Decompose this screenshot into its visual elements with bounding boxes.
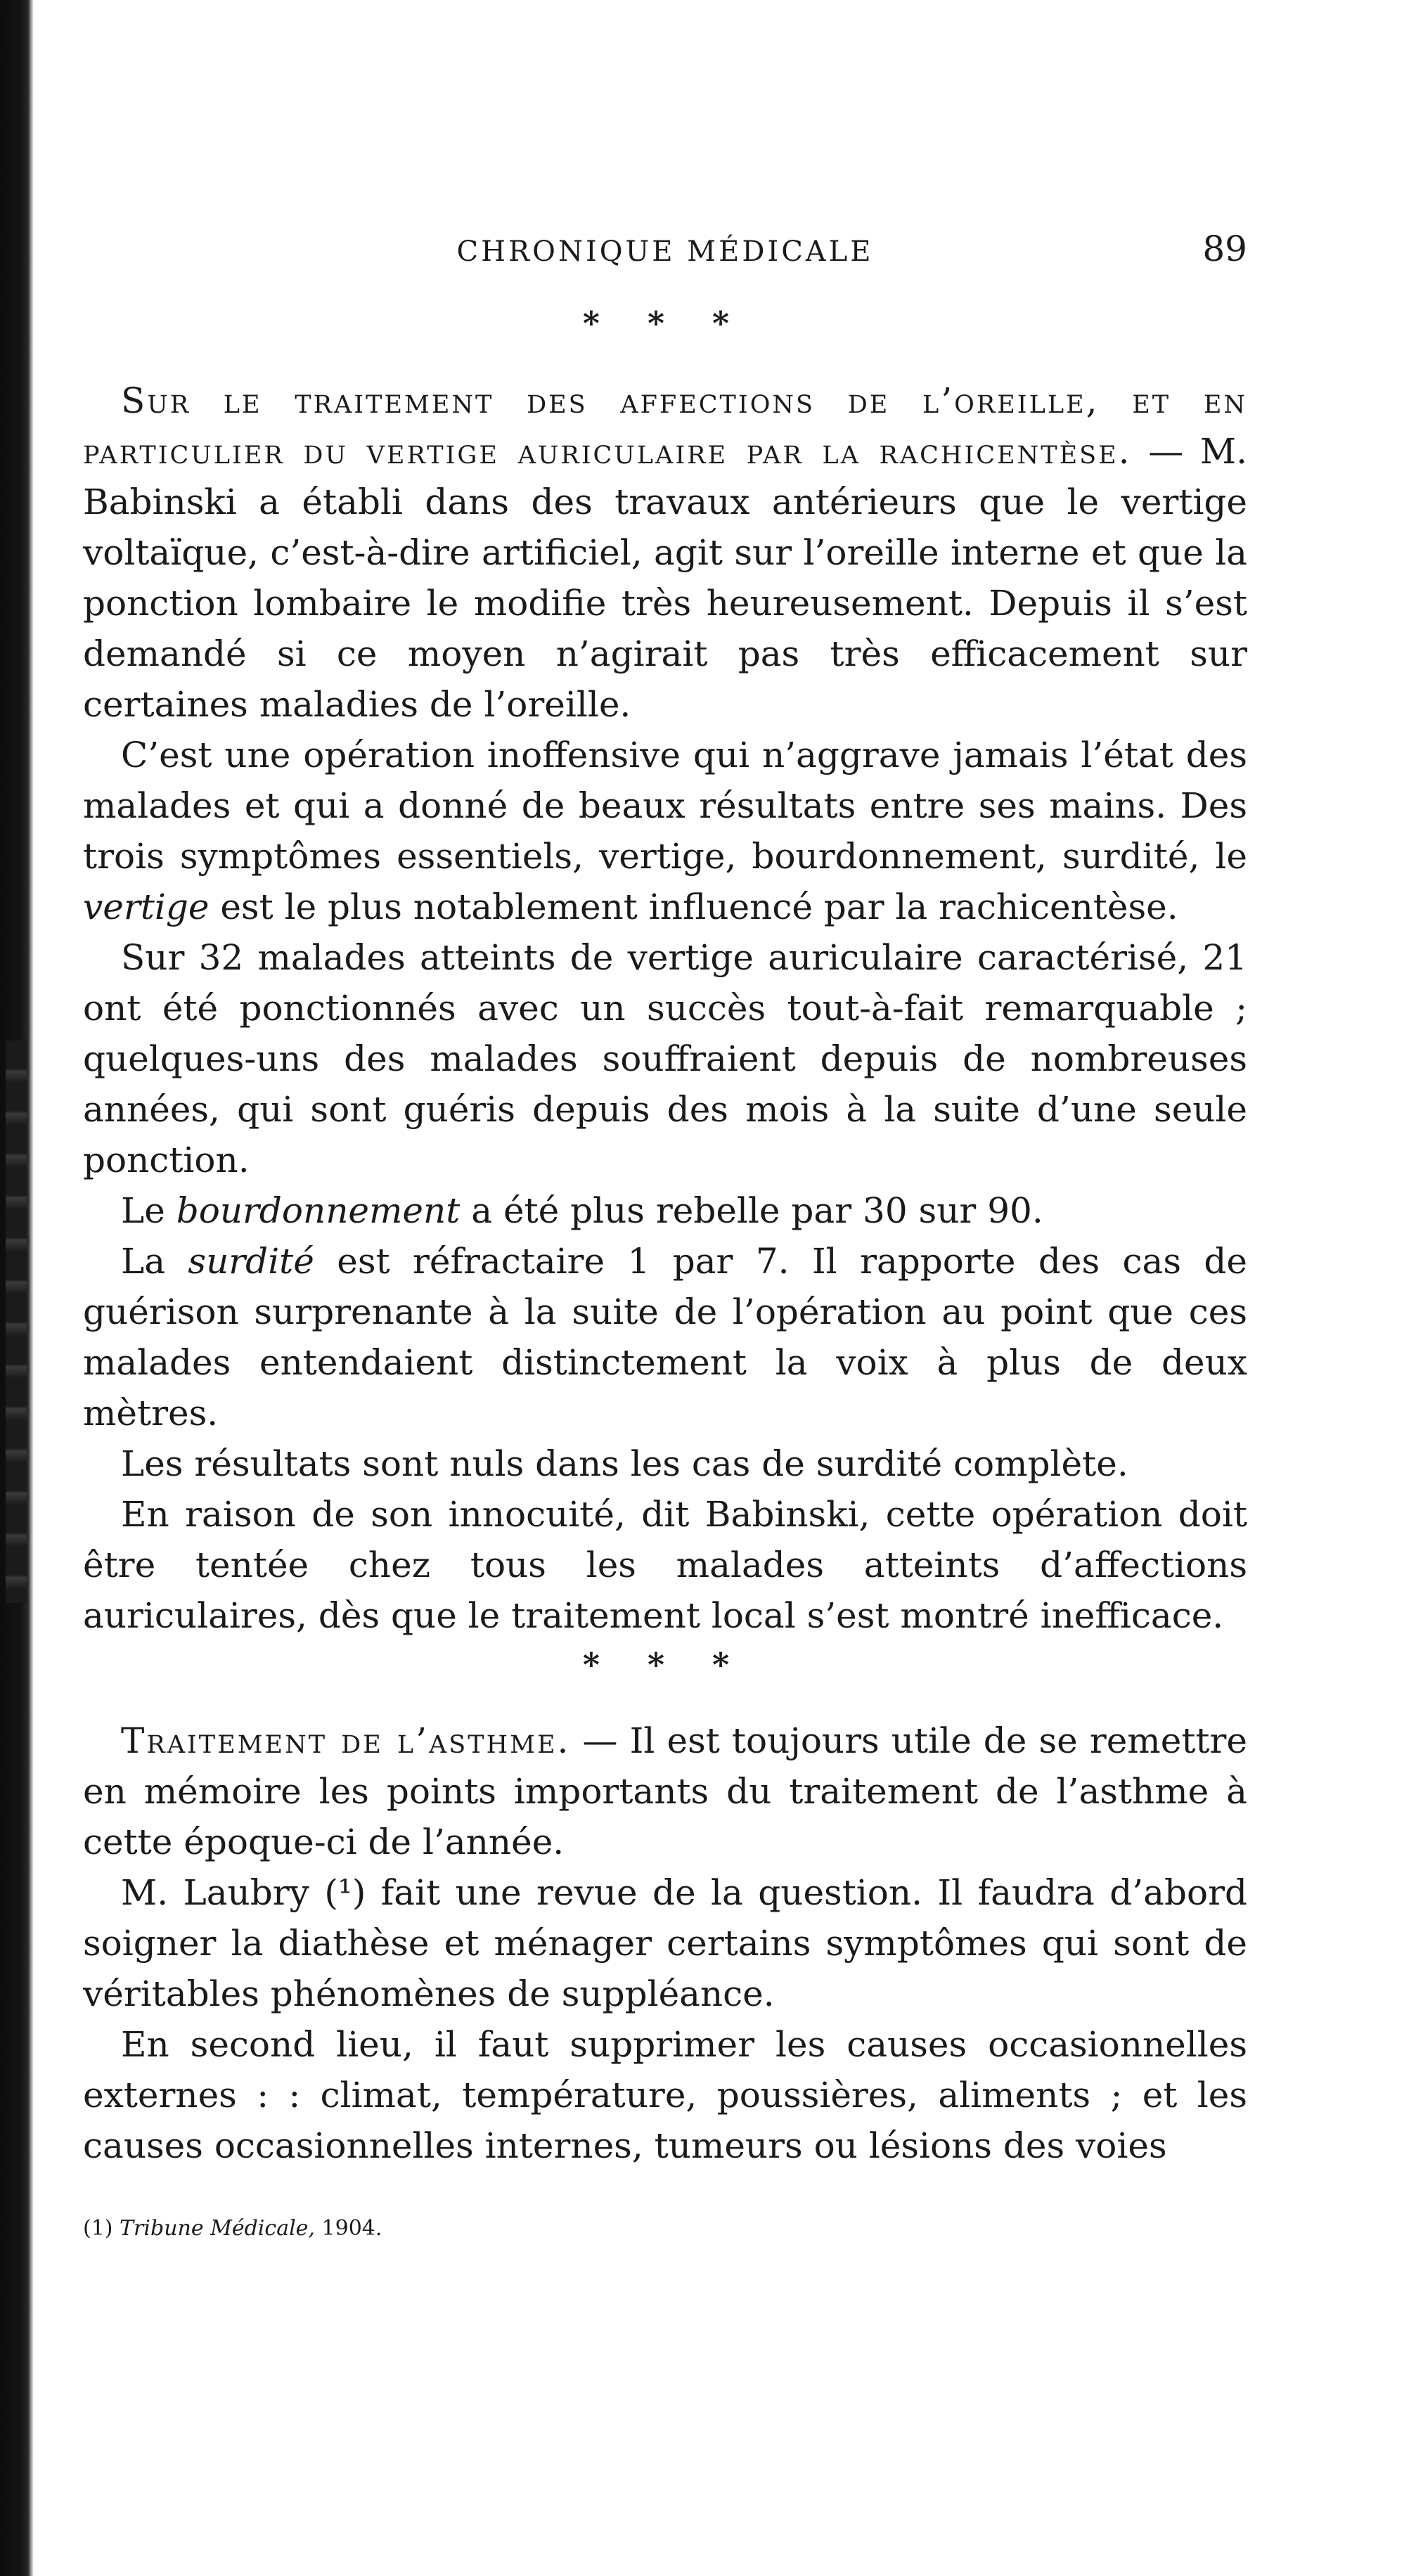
- article-asthme: [83, 1715, 1247, 2171]
- paragraph-text: est réfractaire 1 par 7. Il rapporte des cas de guérison surprenante à la suite de l’opération au point que ces malades entendaient distinctement la voix à plus de deux mètres.: [83, 1241, 1247, 1434]
- paragraph-text: C’est une opération inoffensive qui n’aggrave jamais l’état des malades et qui a donné de beaux résultats entre ses mains. Des trois symptômes essentiels, vertige, bourdonnement, surdité, le: [83, 735, 1247, 877]
- paragraph-text: La: [121, 1241, 166, 1282]
- emphasis: vertige: [83, 887, 210, 927]
- paragraph: En raison de son innocuité, dit Babinski, cette opération doit être tentée chez tous les malades atteints d’affections auriculaires, dès que le traitement local s’est montré inefficace.: [83, 1494, 1247, 1636]
- paragraph: [83, 730, 1247, 932]
- section-title: Sur le traitement des affections de l’oreille, et en particulier du vertige auriculaire par la rachicentèse.: [83, 380, 1247, 472]
- paragraph: Sur 32 malades atteints de vertige auriculaire caractérisé, 21 ont été ponctionnés avec un succès tout-à-fait remarquable ; quelques-uns des malades souffraient depuis de nombreuses années, qui sont guéris depuis des mois à la suite d’une seule ponction.: [83, 937, 1247, 1180]
- page-number: 89: [1202, 228, 1247, 269]
- paragraph-text: — Il est toujours utile de se remettre en mémoire les points importants du traitement de l’asthme à cette époque-ci de l’année.: [83, 1720, 1247, 1862]
- footnote-year: 1904.: [321, 2216, 382, 2241]
- footnote-marker: (1): [83, 2216, 113, 2241]
- paragraph-text: a été plus rebelle par 30 sur 90.: [471, 1190, 1043, 1231]
- running-head: [83, 228, 1247, 273]
- paragraph: Les résultats sont nuls dans les cas de surdité complète.: [121, 1443, 1128, 1484]
- section-title: Traitement de l’asthme.: [121, 1720, 571, 1761]
- paragraph: [83, 1715, 1247, 1867]
- paragraph: [83, 1185, 1247, 1236]
- paragraph: [83, 375, 1247, 730]
- paragraph-text: Le: [121, 1190, 165, 1231]
- paragraph: [83, 1236, 1247, 1438]
- section-separator: * * *: [582, 1646, 748, 1684]
- section-separator: * * *: [582, 304, 748, 342]
- emphasis: surdité: [188, 1241, 314, 1282]
- page: [83, 0, 1247, 2576]
- paragraph: En second lieu, il faut supprimer les causes occasionnelles externes : : climat, température, poussières, aliments ; et les causes occasionnelles internes, tumeurs ou lésions des voies: [83, 2024, 1247, 2166]
- paragraph-text: — M. Babinski a établi dans des travaux antérieurs que le vertige voltaïque, c’est-à-dire artificiel, agit sur l’oreille interne et que la ponction lombaire le modifie très heureusement. Depuis il s’est demandé si ce moyen n’agirait pas très efficacement sur certaines maladies de l’oreille.: [83, 431, 1247, 725]
- footnote: [83, 2213, 1247, 2244]
- running-title: CHRONIQUE MÉDICALE: [456, 236, 874, 268]
- footnote-source: Tribune Médicale,: [120, 2216, 315, 2241]
- paragraph-text: est le plus notablement influencé par la rachicentèse.: [220, 887, 1178, 927]
- article-oreille: [83, 375, 1247, 1641]
- paragraph: M. Laubry (¹) fait une revue de la question. Il faudra d’abord soigner la diathèse et ménager certains symptômes qui sont de véritables phénomènes de suppléance.: [83, 1872, 1247, 2014]
- emphasis: bourdonnement: [176, 1190, 461, 1231]
- book-binding-edge: [0, 0, 34, 2576]
